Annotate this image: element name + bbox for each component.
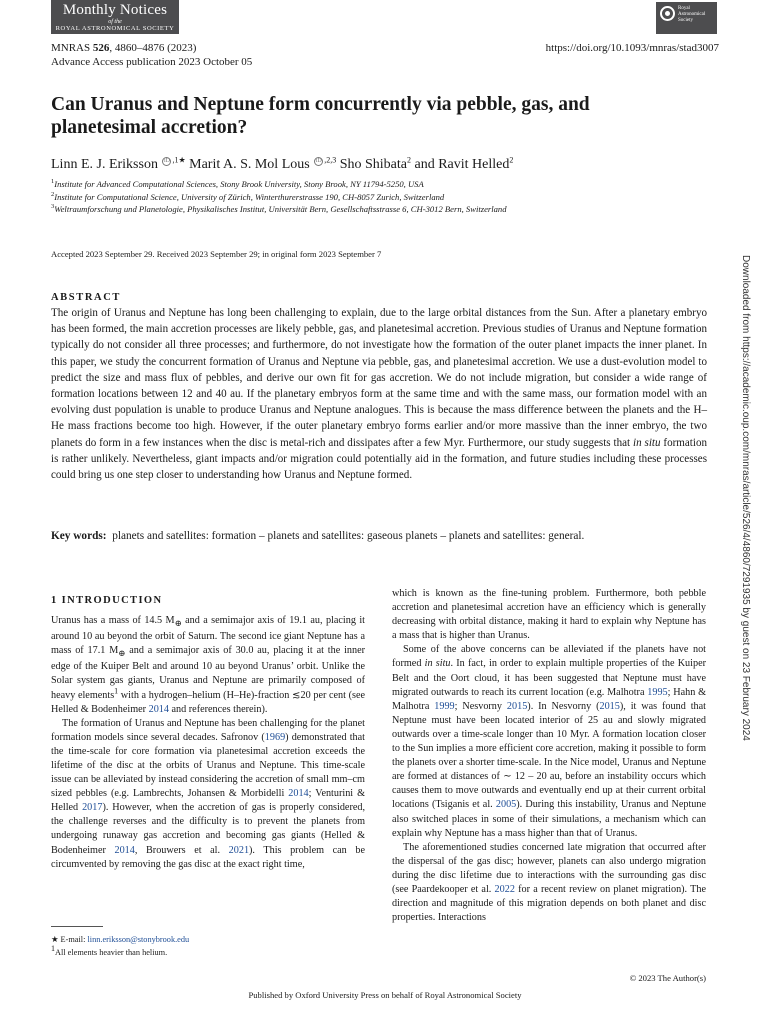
author-list: Linn E. J. Eriksson iD $^{,1★}$ Marit A. S. Mol Lous iD $^{,2,3}$ Sho Shibata$^2$ and Ravit Helled$^2$ [51,155,514,172]
journal-banner [51,0,179,34]
journal-society: ROYAL ASTRONOMICAL SOCIETY [55,25,175,32]
citation-link[interactable]: 2014 [288,788,309,800]
section-heading: 1 INTRODUCTION [51,595,163,606]
affiliation: $^2$Institute for Computational Science, University of Zürich, Winterthurerstrasse 190, CH-8057 Zurich, Switzerland [51,190,445,202]
keywords-label: Key words: [51,530,107,542]
right-column [392,587,706,925]
accepted-dates: Accepted 2023 September 29. Received 2023 September 29; in original form 2023 September 7 [51,249,382,259]
abstract-text: The origin of Uranus and Neptune has long been challenging to explain, due to the large orbital distances from the Sun. After a planetary embryo has been formed, the main accretion processes are likely pebble, gas, and planetesimal accretion. Previous studies of Uranus and Neptune formation typically do not consider all three processes; and furthermore, do not investigate how the formation of the outer planet impacts the inner planet. In this paper, we study the concurrent formation of Uranus and Neptune via pebble, gas, and planetesimal accretion. We use a dust-evolution model to predict the size and mass flux of pebbles, and derive our own fit for gas accretion. We do not include migration, but consider a wide range of formation locations between 12 and 40 au. If the planetary embryos form at the same time and with the same mass, our formation model with an evolving dust population is unable to produce Uranus and Neptune analogues. This is because the mass difference between the planets and the H–He mass fractions become too high. However, if the outer planetary embryo forms earlier and/or more massive than the inner embryo, the two planets do form in a few instances when the disc is metal-rich and dissipates after a few Myr. Furthermore, our study suggests that in situ formation is rather unlikely. Nevertheless, giant impacts and/or migration could potentially aid in the formation, and future studies including these processes could bring us one step closer to understanding how Uranus and Neptune formed. [51,307,707,482]
citation-link[interactable]: 2015 [599,700,620,712]
orcid-icon[interactable]: iD [163,158,170,165]
doi-link[interactable]: https://doi.org/10.1093/mnras/stad3007 [545,42,719,54]
citation-line: MNRAS 526, 4860–4876 (2023) [51,42,197,54]
copyright: © 2023 The Author(s) [629,973,706,983]
abstract-heading: ABSTRACT [51,292,121,303]
affiliations [51,178,507,216]
author-name: Sho Shibata [339,157,407,172]
journal-name: Monthly Notices [62,2,168,18]
paragraph: The aforementioned studies concerned late migration that occurred after the dispersal of the gas disc; however, planets can also undergo migration during the disc lifetime due to interactions with the surrounding gas disc (see Paardekooper et al. 2022 for a recent review on planet migration). The direction and magnitude of this migration depends on both planet and disc properties. Interactions [392,841,706,924]
paragraph: The formation of Uranus and Neptune has been challenging for the planet formation models since several decades. Safronov (1969) demonstrated that the time-scale for core formation via planetesimal accretion exceeds the lifetime of the disc at the orbits of Uranus and Neptune. This time-scale issue can be alleviated by instead considering the accretion of small mm–cm sized pebbles (e.g. Lambrechts, Johansen & Morbidelli 2014; Venturini & Helled 2017). However, when the accretion of gas is properly considered, the challenge reverses and the difficulty is to prevent the planets from undergoing runaway gas accretion and becoming gas giants (Helled & Bodenheimer 2014, Brouwers et al. 2021). This problem can be circumvented by removing the gas disc at the exact right time, [51,717,365,870]
citation-link[interactable]: 1999 [434,700,455,712]
paragraph: which is known as the fine-tuning problem. Furthermore, both pebble accretion and planetesimal accretion have an efficiency which is generally decreasing with orbital distance, making it hard to explain why Neptune has a mass that is higher than Uranus. [392,588,706,642]
citation-link[interactable]: 2015 [506,700,528,712]
affiliation: $^3$Weltraumforschung und Planetologie, Physikalisches Institut, Universität Bern, Gesellschaftsstrasse 6, CH-3012 Bern, Switzerland [51,203,507,215]
journal-name-of: of the [108,19,122,25]
footnote-1: $^1$All elements heavier than helium. [51,943,168,957]
orcid-icon[interactable]: iD [315,158,322,165]
keywords-list: planets and satellites: formation – planets and satellites: gaseous planets – planets and satellites: general. [112,530,585,542]
citation-link[interactable]: 2017 [82,802,103,814]
paragraph: Uranus has a mass of 14.5 $M_\oplus$ and a semimajor axis of 19.1 au, placing it around 10 au beyond the orbit of Saturn. The second ice giant Neptune has a mass of 17.1 $M_\oplus$ and a semimajor axis of 30.0 au, placing it at the inner edge of the Kuiper Belt and around 10 au beyond Uranus’ orbit. Unlike the Solar system gas giants, Uranus and Neptune are primarily composed of heavy elements$^1$ with a hydrogen–helium (H–He)-fraction ≲20 per cent (see Helled & Bodenheimer 2014 and references therein). [51,615,366,715]
citation-link[interactable]: 2014 [148,703,169,715]
citation-link[interactable]: 1969 [264,731,286,743]
ras-seal-icon [660,6,675,21]
citation-meta [51,41,252,69]
download-note: Downloaded from https://academic.oup.com/mnras/article/526/4/4860/7291935 by guest on 23 February 2024 [740,255,751,741]
paragraph: Some of the above concerns can be alleviated if the planets have not formed in situ. In fact, in order to explain multiple properties of the Kuiper Belt and the Oort cloud, it has been suggested that Neptune must have migrated outwards to reach its current location (e.g. Malhotra 1995; Hahn & Malhotra 1999; Nesvorny 2015). In Nesvorny (2015), it was found that Neptune must have been located interior of 25 au and slowly migrated outwards over a time-scale longer than 10 Myr. A formation location closer to the Sun implies a more efficient core accretion, making it possible to form the planets over a shorter time-scale. In the Nice model, Uranus and Neptune are formed at distances of ∼ 12 – 20 au, before an instability occurs which causes them to move outwards and eventually end up at their current orbital locations (Tsiganis et al. 2005). During this instability, Uranus and Neptune also switched places in some of their simulations, a mechanism which can explain why Neptune has a mass higher than that of Uranus. [392,644,707,839]
footnote-email: ★ E-mail: linn.eriksson@stonybrook.edu [51,935,190,944]
author-name: Marit A. S. Mol Lous [189,157,310,172]
affiliation: $^1$Institute for Advanced Computational Sciences, Stony Brook University, Stony Brook, NY 11794-5250, USA [51,178,424,189]
ras-logo-text: Royal Astronomical Society [678,6,706,23]
author-name: and Ravit Helled [414,157,510,172]
citation-link[interactable]: 2022 [494,883,515,895]
citation-link[interactable]: 2014 [114,844,135,856]
footnote-rule [51,926,103,927]
email-link[interactable]: linn.eriksson@stonybrook.edu [87,935,190,944]
citation-link[interactable]: 2021 [228,844,250,856]
publisher-line: Published by Oxford University Press on behalf of Royal Astronomical Society [248,990,522,1000]
keywords [51,528,711,544]
footnotes [51,934,189,959]
left-column [51,614,365,872]
advance-access: Advance Access publication 2023 October 05 [51,56,253,68]
author-name: Linn E. J. Eriksson [51,157,158,172]
paper-title: Can Uranus and Neptune form concurrently via pebble, gas, and planetesimal accretion? [51,94,590,138]
citation-link[interactable]: 2005 [495,799,517,811]
ras-logo [656,2,717,34]
download-watermark [734,255,754,775]
citation-link[interactable]: 1995 [647,686,668,698]
